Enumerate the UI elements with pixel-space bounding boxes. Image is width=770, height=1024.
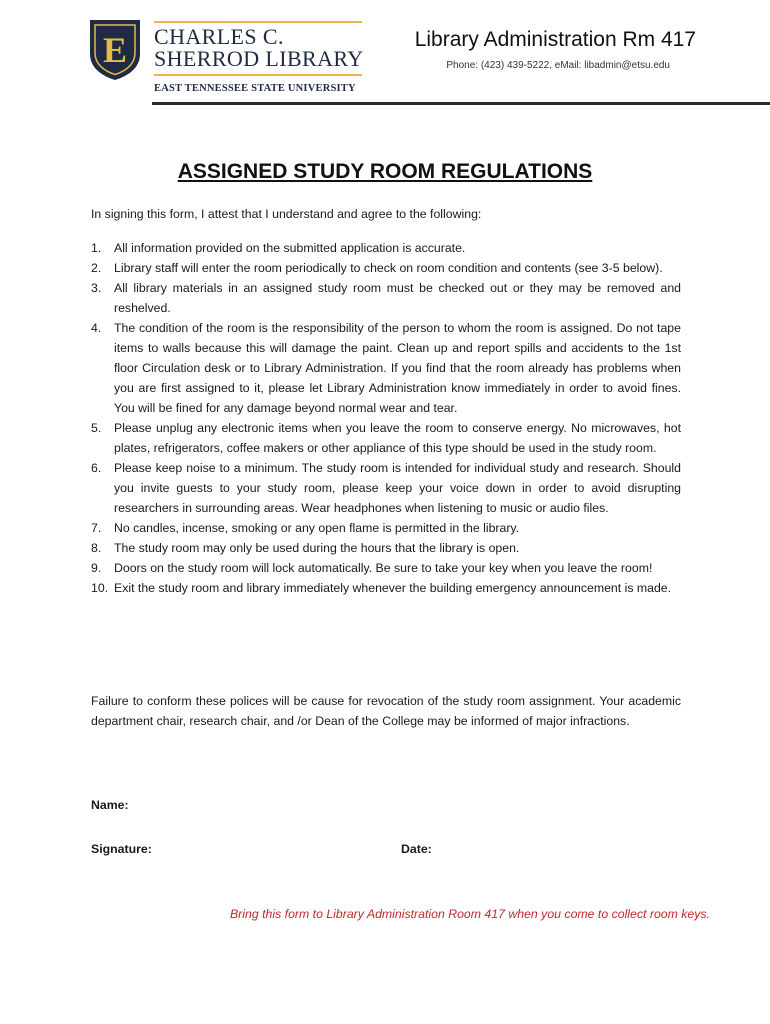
date-label: Date: bbox=[401, 842, 432, 856]
item-text: All information provided on the submitted application is accurate. bbox=[114, 241, 466, 255]
item-number: 2. bbox=[91, 261, 102, 275]
logo-university: EAST TENNESSEE STATE UNIVERSITY bbox=[154, 83, 356, 94]
item-text: The condition of the room is the responsibility of the person to whom the room is assigned. Do not tape items to walls because this will damage the paint. Clean up and report spills and accidents to the 1st floor Circulation desk or to Library Administration. If you find that the room already has problems when you are first assigned to it, please let Library Administration know immediately in order to avoid fines. You will be fined for any damage beyond normal wear and tear. bbox=[114, 321, 681, 415]
document-title: ASSIGNED STUDY ROOM REGULATIONS bbox=[177, 160, 593, 183]
item-number: 3. bbox=[91, 281, 102, 295]
logo-line-2: SHERROD LIBRARY bbox=[154, 46, 364, 71]
item-text: The study room may only be used during the hours that the library is open. bbox=[114, 541, 520, 555]
item-text: Exit the study room and library immediately whenever the building emergency announcement is made. bbox=[114, 581, 672, 595]
library-logo-wordmark bbox=[154, 26, 364, 70]
header-divider bbox=[152, 102, 770, 105]
logo-gold-rule-top bbox=[154, 21, 362, 23]
item-text: Please unplug any electronic items when you leave the room to conserve energy. No microwaves, hot plates, refrigerators, coffee makers or other appliance of this type should be used in the study room. bbox=[114, 421, 681, 455]
item-text: All library materials in an assigned study room must be checked out or they may be removed and reshelved. bbox=[114, 281, 681, 315]
footer-note: Bring this form to Library Administration Room 417 when you come to collect room keys. bbox=[229, 907, 710, 921]
admin-title: Library Administration Rm 417 bbox=[414, 28, 696, 51]
failure-notice: Failure to conform these polices will be cause for revocation of the study room assignment. Your academic department chair, research chair, and /or Dean of the College may be informed of major infractions. bbox=[91, 694, 681, 728]
list-item bbox=[91, 578, 681, 598]
item-number: 1. bbox=[91, 241, 102, 255]
intro-text: In signing this form, I attest that I understand and agree to the following: bbox=[91, 207, 482, 221]
admin-contact: Phone: (423) 439-5222, eMail: libadmin@etsu.edu bbox=[446, 60, 670, 71]
item-number: 9. bbox=[91, 561, 102, 575]
logo-letter: E bbox=[102, 30, 128, 70]
item-number: 10. bbox=[91, 581, 109, 595]
list-item bbox=[91, 418, 681, 458]
signature-label: Signature: bbox=[91, 842, 152, 856]
list-item bbox=[91, 558, 681, 578]
item-text: Library staff will enter the room periodically to check on room condition and contents (see 3-5 below). bbox=[114, 261, 663, 275]
list-item bbox=[91, 258, 681, 278]
item-text: No candles, incense, smoking or any open flame is permitted in the library. bbox=[114, 521, 520, 535]
item-text: Doors on the study room will lock automatically. Be sure to take your key when you leave the room! bbox=[114, 561, 653, 575]
item-text: Please keep noise to a minimum. The study room is intended for individual study and research. Should you invite guests to your study room, please keep your voice down in order to avoid disrupting researchers in surrounding areas. Wear headphones when listening to music or audio files. bbox=[114, 461, 681, 515]
item-number: 6. bbox=[91, 461, 102, 475]
list-item bbox=[91, 318, 681, 418]
regulations-list bbox=[91, 238, 681, 598]
list-item bbox=[91, 518, 681, 538]
name-label: Name: bbox=[91, 798, 129, 812]
item-number: 7. bbox=[91, 521, 102, 535]
logo-line-1: CHARLES C. bbox=[154, 24, 284, 49]
etsu-shield-logo-icon bbox=[86, 18, 144, 82]
list-item bbox=[91, 458, 681, 518]
logo-gold-rule-bottom bbox=[154, 74, 362, 76]
list-item bbox=[91, 538, 681, 558]
item-number: 5. bbox=[91, 421, 102, 435]
list-item bbox=[91, 238, 681, 258]
item-number: 8. bbox=[91, 541, 102, 555]
item-number: 4. bbox=[91, 321, 102, 335]
list-item bbox=[91, 278, 681, 318]
page-header bbox=[0, 0, 770, 106]
